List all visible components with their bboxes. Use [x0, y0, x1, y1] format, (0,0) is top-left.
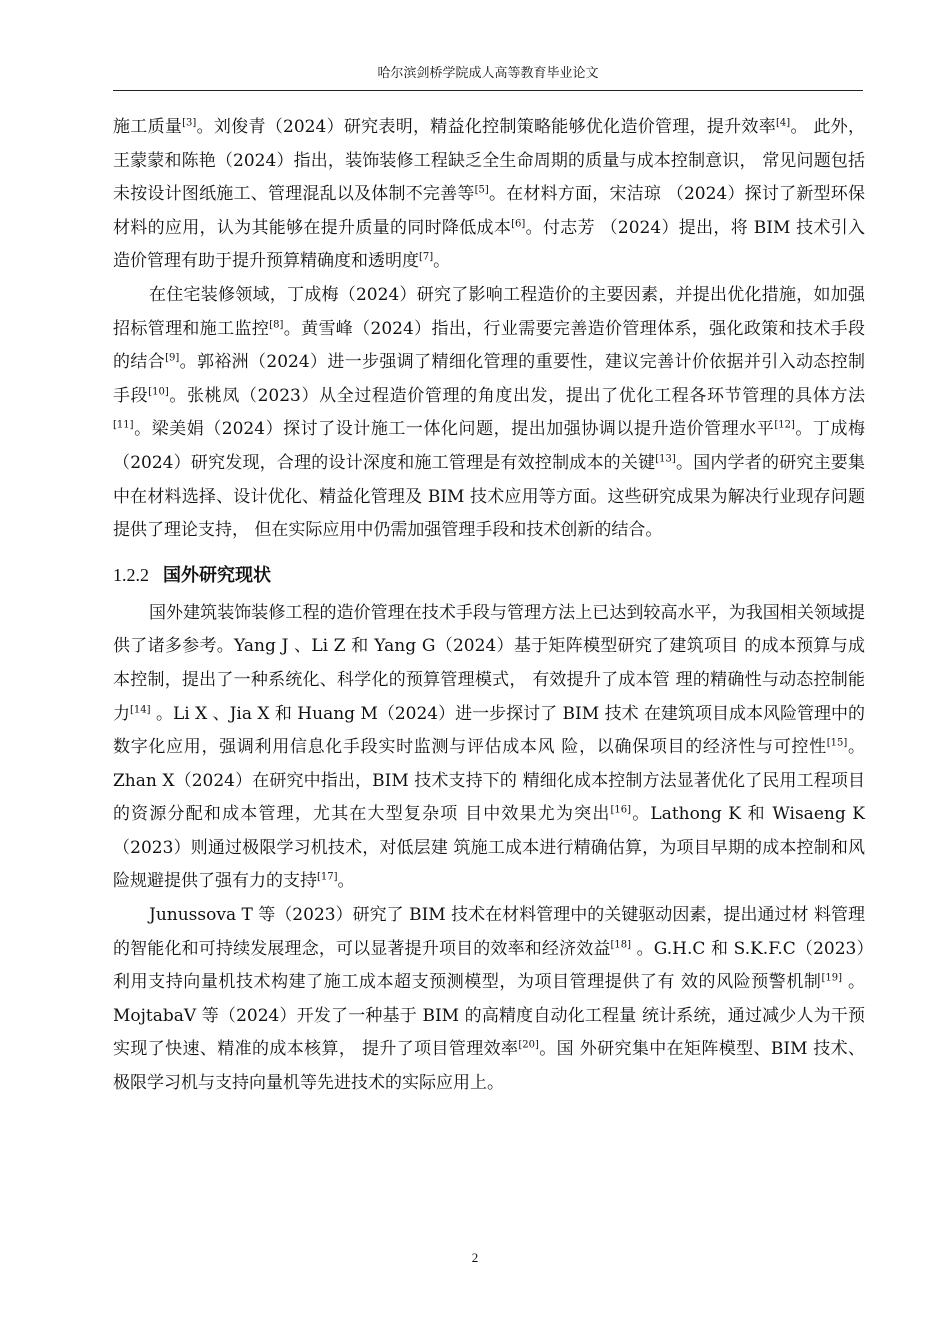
citation-ref: [20] — [518, 1039, 539, 1051]
paragraph-text: 。黄雪峰（2024）指出，行业需要完善造价管理体系，强化政策和技术手段的结合 — [113, 318, 866, 373]
citation-ref: [9] — [165, 352, 180, 364]
paragraph-domestic-residential — [113, 279, 865, 548]
paragraph-text: 国外建筑装饰装修工程的造价管理在技术手段与管理方法上已达到较高水平，为我国相关领域提供了诸多参考。Yang J 、Li Z 和 Yang G（2024）基于矩阵模型研究了建筑项目 的成本预算与成本控制，提出了一种系统化、科学化的预算管理模式， 有效提升了成本管 理的精确性与动态控制能力 — [113, 602, 865, 724]
citation-ref: [16] — [610, 804, 632, 816]
paragraph-text: 在住宅装修领域，丁成梅（2024）研究了影响工程造价的主要因素，并提出优化措施，如加强招标管理和施工监控 — [113, 284, 865, 339]
paragraph-text: 。 — [433, 251, 451, 272]
paragraph-text: 。Li X 、Jia X 和 Huang M（2024）进一步探讨了 BIM 技术 在建筑项目成本风险管理中的数字化应用，强调利用信息化手段实时监测与评估成本风 险，以确保项目的经济性与可控性 — [113, 703, 866, 758]
paragraph-text: 。刘俊青（2024）研究表明，精益化控制策略能够优化造价管理，提升效率 — [196, 117, 777, 137]
paragraph-text: 。郭裕洲（2024）进一步强调了精细化管理的重要性，建议完善计价依据并引入动态控制手段 — [113, 352, 866, 406]
citation-ref: [18] — [610, 939, 632, 950]
paragraph-text: 。国 外研究集中在矩阵模型、BIM 技术、极限学习机与支持向量机等先进技术的实际应用上。 — [113, 1039, 865, 1094]
citation-ref: [15] — [826, 737, 848, 749]
citation-ref: [10] — [148, 386, 169, 398]
citation-ref: [3] — [182, 117, 197, 129]
citation-ref: [13] — [655, 453, 676, 465]
paragraph-text: 。丁成梅（2024）研究发现，合理的设计深度和施工管理是有效控制成本的关键 — [113, 419, 866, 473]
paragraph-foreign-bim — [113, 899, 865, 1101]
citation-ref: [17] — [317, 871, 338, 883]
page-header — [113, 64, 863, 91]
citation-ref: [7] — [419, 251, 434, 263]
page-body — [113, 111, 865, 1101]
citation-ref: [6] — [511, 218, 526, 230]
paragraph-text: 。 此外，王蒙蒙和陈艳（2024）指出，装饰装修工程缺乏全生命周期的质量与成本控制意识， 常见问题包括未按设计图纸施工、管理混乱以及体制不完善等 — [113, 117, 866, 205]
paragraph-text: 。MojtabaV 等（2024）开发了一种基于 BIM 的高精度自动化工程量 统计系统，通过减少人为干预实现了快速、精准的成本核算， 提升了项目管理效率 — [113, 972, 865, 1060]
paragraph-text: 施工质量 — [113, 117, 183, 137]
paragraph-text: 。 — [337, 871, 355, 892]
citation-ref: [11] — [113, 419, 134, 431]
paragraph-text: 。Lathong K 和 Wisaeng K（2023）则通过极限学习机技术，对低层建 筑施工成本进行精确估算，为项目早期的成本控制和风险规避提供了强有力的支持 — [113, 804, 865, 892]
paragraph-domestic-continued — [113, 111, 865, 279]
section-number: 1.2.2 — [113, 564, 149, 585]
page-number: 2 — [471, 1250, 479, 1265]
paragraph-foreign-overview — [113, 597, 865, 899]
header-title: 哈尔滨剑桥学院成人高等教育毕业论文 — [377, 66, 599, 81]
paragraph-text: 。张桃凤（2023）从全过程造价管理的角度出发，提出了优化工程各环节管理的具体方法 — [168, 385, 866, 406]
section-heading — [113, 554, 865, 597]
paragraph-text: 。在材料方面，宋洁琼 （2024）探讨了新型环保材料的应用，认为其能够在提升质量的同时降低成本 — [113, 184, 865, 238]
section-title: 国外研究现状 — [163, 564, 271, 586]
paragraph-text: Junussova T 等（2023）研究了 BIM 技术在材料管理中的关键驱动因素，提出通过材 料管理的智能化和可持续发展理念，可以显著提升项目的效率和经济效益 — [113, 905, 865, 959]
paragraph-text: 。Zhan X（2024）在研究中指出，BIM 技术支持下的 精细化成本控制方法显著优化了民用工程项目的资源分配和成本管理，尤其在大型复杂项 目中效果尤为突出 — [113, 737, 866, 825]
citation-ref: [19] — [821, 972, 843, 984]
citation-ref: [4] — [776, 117, 791, 129]
paragraph-text: 。付志芳 （2024）提出，将 BIM 技术引入造价管理有助于提升预算精确度和透明度 — [113, 217, 866, 272]
paragraph-text: 。梁美娟（2024）探讨了设计施工一体化问题，提出加强协调以提升造价管理水平 — [133, 419, 775, 440]
paragraph-text: 。G.H.C 和 S.K.F.C（2023）利用支持向量机技术构建了施工成本超支预测模型，为项目管理提供了有 效的风险预警机制 — [113, 938, 866, 993]
citation-ref: [8] — [269, 318, 284, 330]
citation-ref: [5] — [474, 184, 489, 196]
citation-ref: [14] — [130, 703, 151, 715]
citation-ref: [12] — [774, 419, 795, 431]
paragraph-text: 。国内学者的研究主要集中在材料选择、设计优化、精益化管理及 BIM 技术应用等方面。这些研究成果为解决行业现存问题提供了理论支持， 但在实际应用中仍需加强管理手段和技术创新的结合。 — [113, 452, 865, 541]
